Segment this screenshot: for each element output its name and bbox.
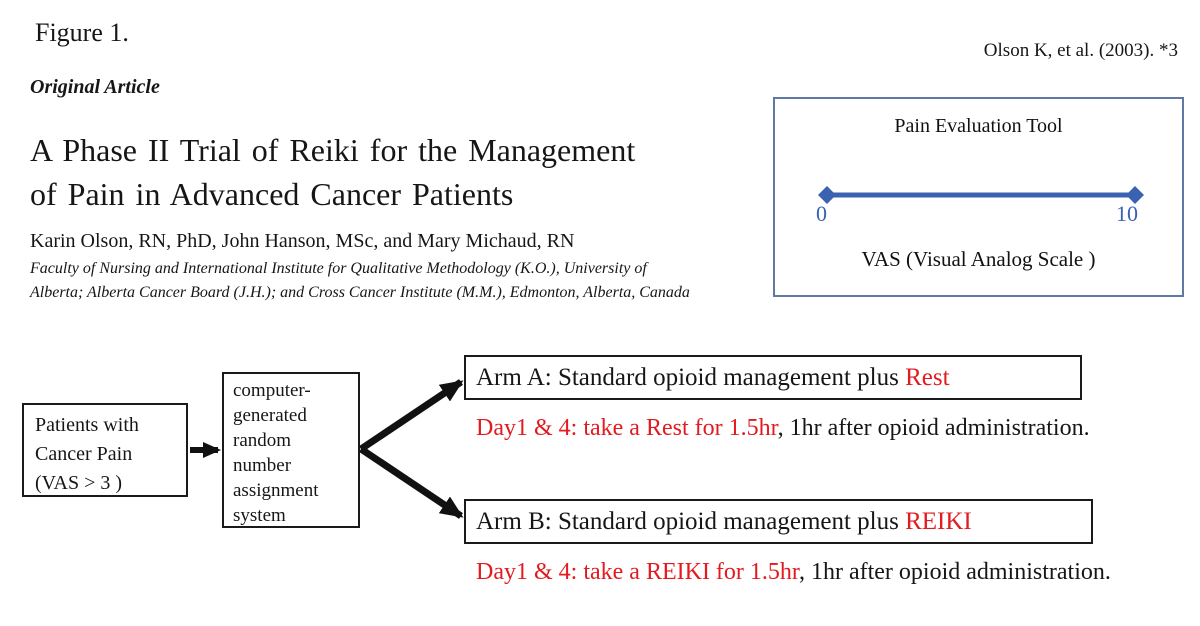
- affiliation-line2: Alberta; Alberta Cancer Board (J.H.); and Cross Cancer Institute (M.M.), Edmonton, Alberta, Canada: [30, 284, 690, 301]
- arm-b-detail-rest: , 1hr after opioid administration.: [798, 559, 1111, 585]
- citation-reference: Olson K, et al. (2003). *3: [983, 40, 1178, 61]
- flow-arrows: [180, 350, 480, 530]
- patients-line1: Patients with: [35, 414, 139, 436]
- article-category: Original Article: [30, 76, 160, 98]
- arm-a-label: Arm A: Standard opioid management plus: [476, 364, 906, 391]
- arm-b-box: [464, 499, 1093, 544]
- arm-b-label: Arm B: Standard opioid management plus: [476, 508, 906, 535]
- patients-line3: (VAS > 3 ): [35, 472, 123, 494]
- arm-b-detail: [476, 559, 1111, 586]
- patients-line2: Cancer Pain: [35, 443, 133, 465]
- pain-evaluation-title: Pain Evaluation Tool: [894, 115, 1063, 137]
- random-line1: computer-: [233, 380, 311, 401]
- pain-evaluation-panel: [773, 97, 1184, 297]
- vas-min-label: 0: [816, 201, 827, 226]
- article-authors: Karin Olson, RN, PhD, John Hanson, MSc, and Mary Michaud, RN: [30, 230, 575, 252]
- arm-b-detail-highlight: Day1 & 4: take a REIKI for 1.5hr: [476, 559, 799, 585]
- article-title: [30, 128, 635, 216]
- article-title-line1: A Phase II Trial of Reiki for the Management: [30, 132, 636, 168]
- arm-a-detail: [476, 415, 1090, 442]
- figure-label: Figure 1.: [35, 18, 129, 47]
- arrow-random-to-arm-a: [361, 382, 461, 449]
- vas-caption: VAS (Visual Analog Scale ): [861, 247, 1096, 271]
- arrow-random-to-arm-b: [361, 449, 461, 516]
- article-affiliation: [30, 257, 690, 305]
- arm-a-detail-highlight: Day1 & 4: take a Rest for 1.5hr: [476, 415, 778, 441]
- arm-a-box: [464, 355, 1082, 400]
- arm-a-label-highlight: Rest: [905, 364, 950, 391]
- random-line6: system: [233, 505, 286, 526]
- random-line4: number: [233, 455, 292, 476]
- patients-box: [22, 403, 188, 497]
- article-title-line2: of Pain in Advanced Cancer Patients: [30, 176, 514, 212]
- vas-max-label: 10: [1116, 201, 1138, 226]
- arm-a-detail-rest: , 1hr after opioid administration.: [777, 415, 1090, 441]
- random-line3: random: [233, 430, 292, 451]
- affiliation-line1: Faculty of Nursing and International Institute for Qualitative Methodology (K.O.), University of: [30, 260, 647, 277]
- random-line2: generated: [233, 405, 307, 426]
- arm-b-label-highlight: REIKI: [905, 508, 972, 535]
- random-line5: assignment: [233, 480, 319, 501]
